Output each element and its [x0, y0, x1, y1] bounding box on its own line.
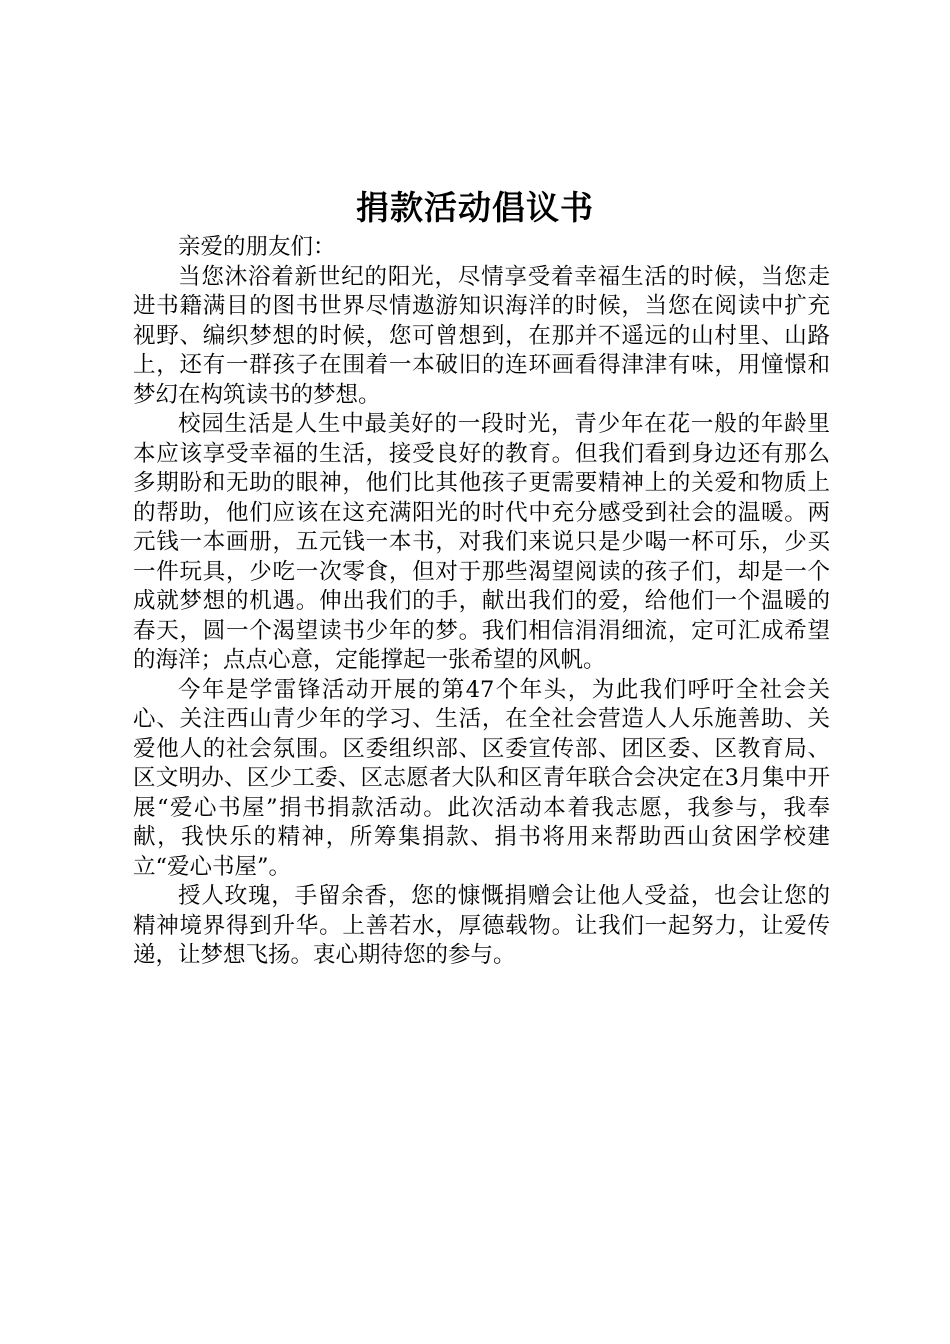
- document-body: [133, 233, 830, 971]
- salutation: 亲爱的朋友们：: [178, 234, 336, 260]
- paragraph-1: 当您沐浴着新世纪的阳光，尽情享受着幸福生活的时候，当您走进书籍满目的图书世界尽情遨游知识海洋的时候，当您在阅读中扩充视野、编织梦想的时候，您可曾想到，在那并不遥远的山村里、山路上，还有一群孩子在围着一本破旧的连环画看得津津有味，用憧憬和梦幻在构筑读书的梦想。: [133, 263, 830, 408]
- paragraph-2: 校园生活是人生中最美好的一段时光，青少年在花一般的年龄里本应该享受幸福的生活，接受良好的教育。但我们看到身边还有那么多期盼和无助的眼神，他们比其他孩子更需要精神上的关爱和物质上的帮助，他们应该在这充满阳光的时代中充分感受到社会的温暖。两元钱一本画册，五元钱一本书，对我们来说只是少喝一杯可乐，少买一件玩具，少吃一次零食，但对于那些渴望阅读的孩子们，却是一个成就梦想的机遇。伸出我们的手，献出我们的爱，给他们一个温暖的春天，圆一个渴望读书少年的梦。我们相信涓涓细流，定可汇成希望的海洋；点点心意，定能撑起一张希望的风帆。: [133, 411, 830, 673]
- document-title: 捐款活动倡议书: [356, 188, 594, 227]
- paragraph-4: 授人玫瑰，手留余香，您的慷慨捐赠会让他人受益，也会让您的精神境界得到升华。上善若水，厚德载物。让我们一起努力，让爱传递，让梦想飞扬。衷心期待您的参与。: [133, 883, 830, 968]
- paragraph-3: 今年是学雷锋活动开展的第47个年头，为此我们呼吁全社会关心、关注西山青少年的学习、生活，在全社会营造人人乐施善助、关爱他人的社会氛围。区委组织部、区委宣传部、团区委、区教育局、区文明办、区少工委、区志愿者大队和区青年联合会决定在3月集中开展“爱心书屋”捐书捐款活动。此次活动本着我志愿，我参与，我奉献，我快乐的精神，所筹集捐款、捐书将用来帮助西山贫困学校建立“爱心书屋”。: [133, 676, 830, 880]
